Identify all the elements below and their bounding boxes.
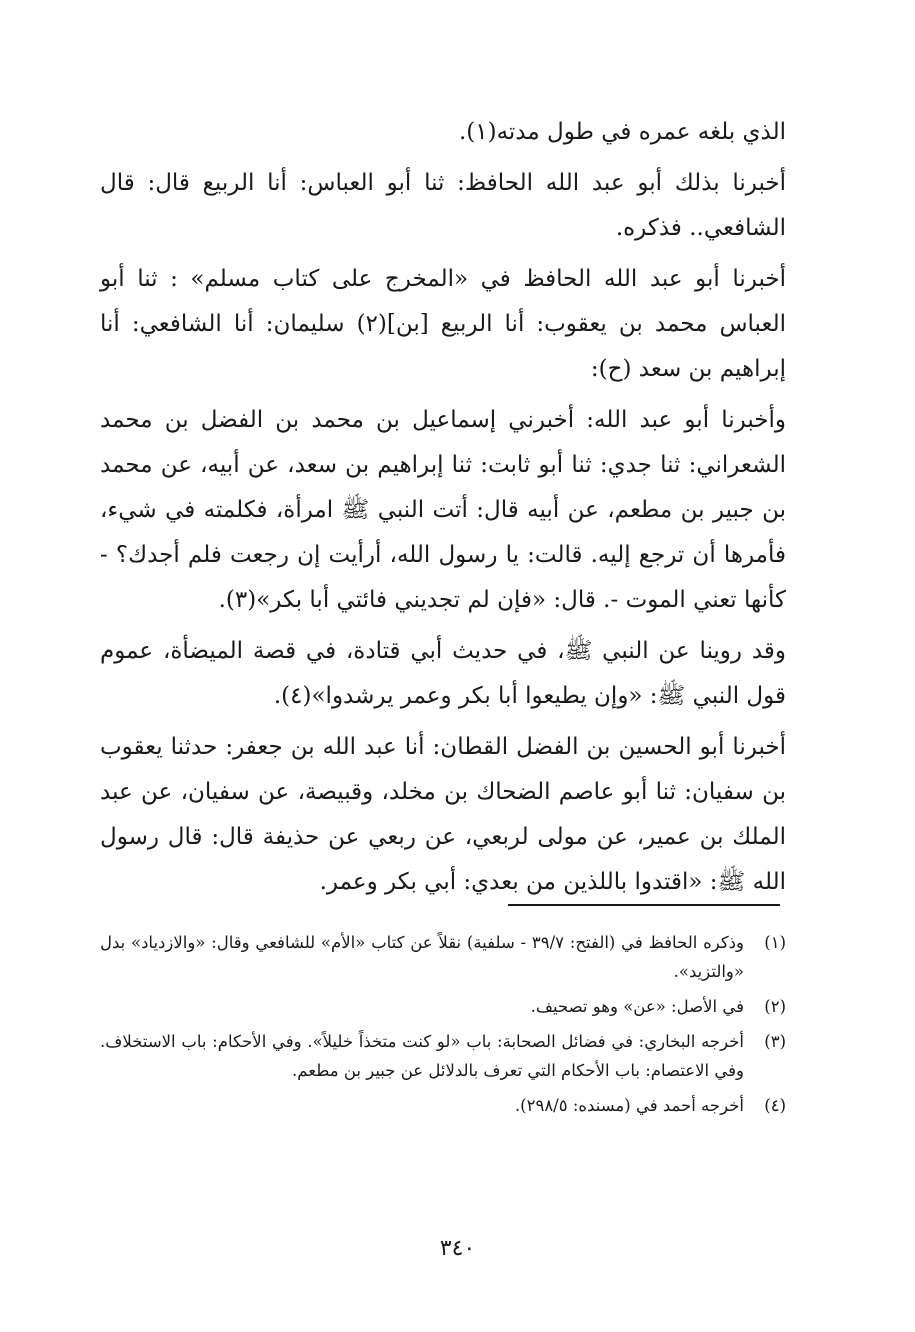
footnote-number: (٢) xyxy=(764,997,786,1016)
paragraph: وقد روينا عن النبي ﷺ، في حديث أبي قتادة، في قصة الميضأة، عموم قول النبي ﷺ: «وإن يطيعوا أبا بكر وعمر يرشدوا»(٤). xyxy=(100,638,786,709)
footnote-text: أخرجه أحمد في (مسنده: ٢٩٨/٥). xyxy=(514,1096,744,1115)
footnote-text: في الأصل: «عن» وهو تصحيف. xyxy=(530,997,744,1016)
footnote-separator xyxy=(508,904,780,906)
paragraph: أخبرنا أبو الحسين بن الفضل القطان: أنا عبد الله بن جعفر: حدثنا يعقوب بن سفيان: ثنا أبو عاصم الضحاك بن مخلد، وقبيصة، عن سفيان، عن عبد الملك بن عمير، عن مولى لربعي، عن ربعي عن حذيفة قال: قال رسول الله ﷺ: «اقتدوا باللذين من بعدي: أبي بكر وعمر. xyxy=(100,734,786,895)
footnote xyxy=(100,992,786,1021)
footnote-text: وذكره الحافظ في (الفتح: ٣٩/٧ - سلفية) نقلاً عن كتاب «الأم» للشافعي وقال: «والازدياد» بدل «والتزيد». xyxy=(100,933,744,981)
footnote xyxy=(100,1091,786,1120)
footnote-number: (١) xyxy=(764,933,786,952)
paragraph: أخبرنا أبو عبد الله الحافظ في «المخرج على كتاب مسلم» : ثنا أبو العباس محمد بن يعقوب: أنا الربيع [بن](٢) سليمان: أنا الشافعي: أنا إبراهيم بن سعد (ح): xyxy=(100,266,786,382)
footnote-number: (٤) xyxy=(764,1096,786,1115)
footnotes xyxy=(100,928,786,1126)
page-number: ٣٤٠ xyxy=(439,1236,476,1261)
footnote-number: (٣) xyxy=(764,1032,786,1051)
footnote xyxy=(100,1027,786,1085)
footnote xyxy=(100,928,786,986)
paragraph: الذي بلغه عمره في طول مدته(١). xyxy=(458,119,786,145)
paragraph: أخبرنا بذلك أبو عبد الله الحافظ: ثنا أبو العباس: أنا الربيع قال: قال الشافعي.. فذكره. xyxy=(100,170,786,241)
paragraph: وأخبرنا أبو عبد الله: أخبرني إسماعيل بن محمد بن الفضل بن محمد الشعراني: ثنا جدي: ثنا أبو ثابت: ثنا إبراهيم بن سعد، عن أبيه، عن محمد بن جبير بن مطعم، عن أبيه قال: أتت النبي ﷺ امرأة، فكلمته في شيء، فأمرها أن ترجع إليه. قالت: يا رسول الله، أرأيت إن رجعت فلم أجدك؟ - كأنها تعني الموت -. قال: «فإن لم تجديني فائتي أبا بكر»(٣). xyxy=(100,407,786,613)
main-text-body xyxy=(100,110,786,911)
footnote-text: أخرجه البخاري: في فضائل الصحابة: باب «لو كنت متخذاً خليلاً». وفي الأحكام: باب الاستخلاف. وفي الاعتصام: باب الأحكام التي تعرف بالدلائل عن جبير بن مطعم. xyxy=(100,1032,744,1080)
